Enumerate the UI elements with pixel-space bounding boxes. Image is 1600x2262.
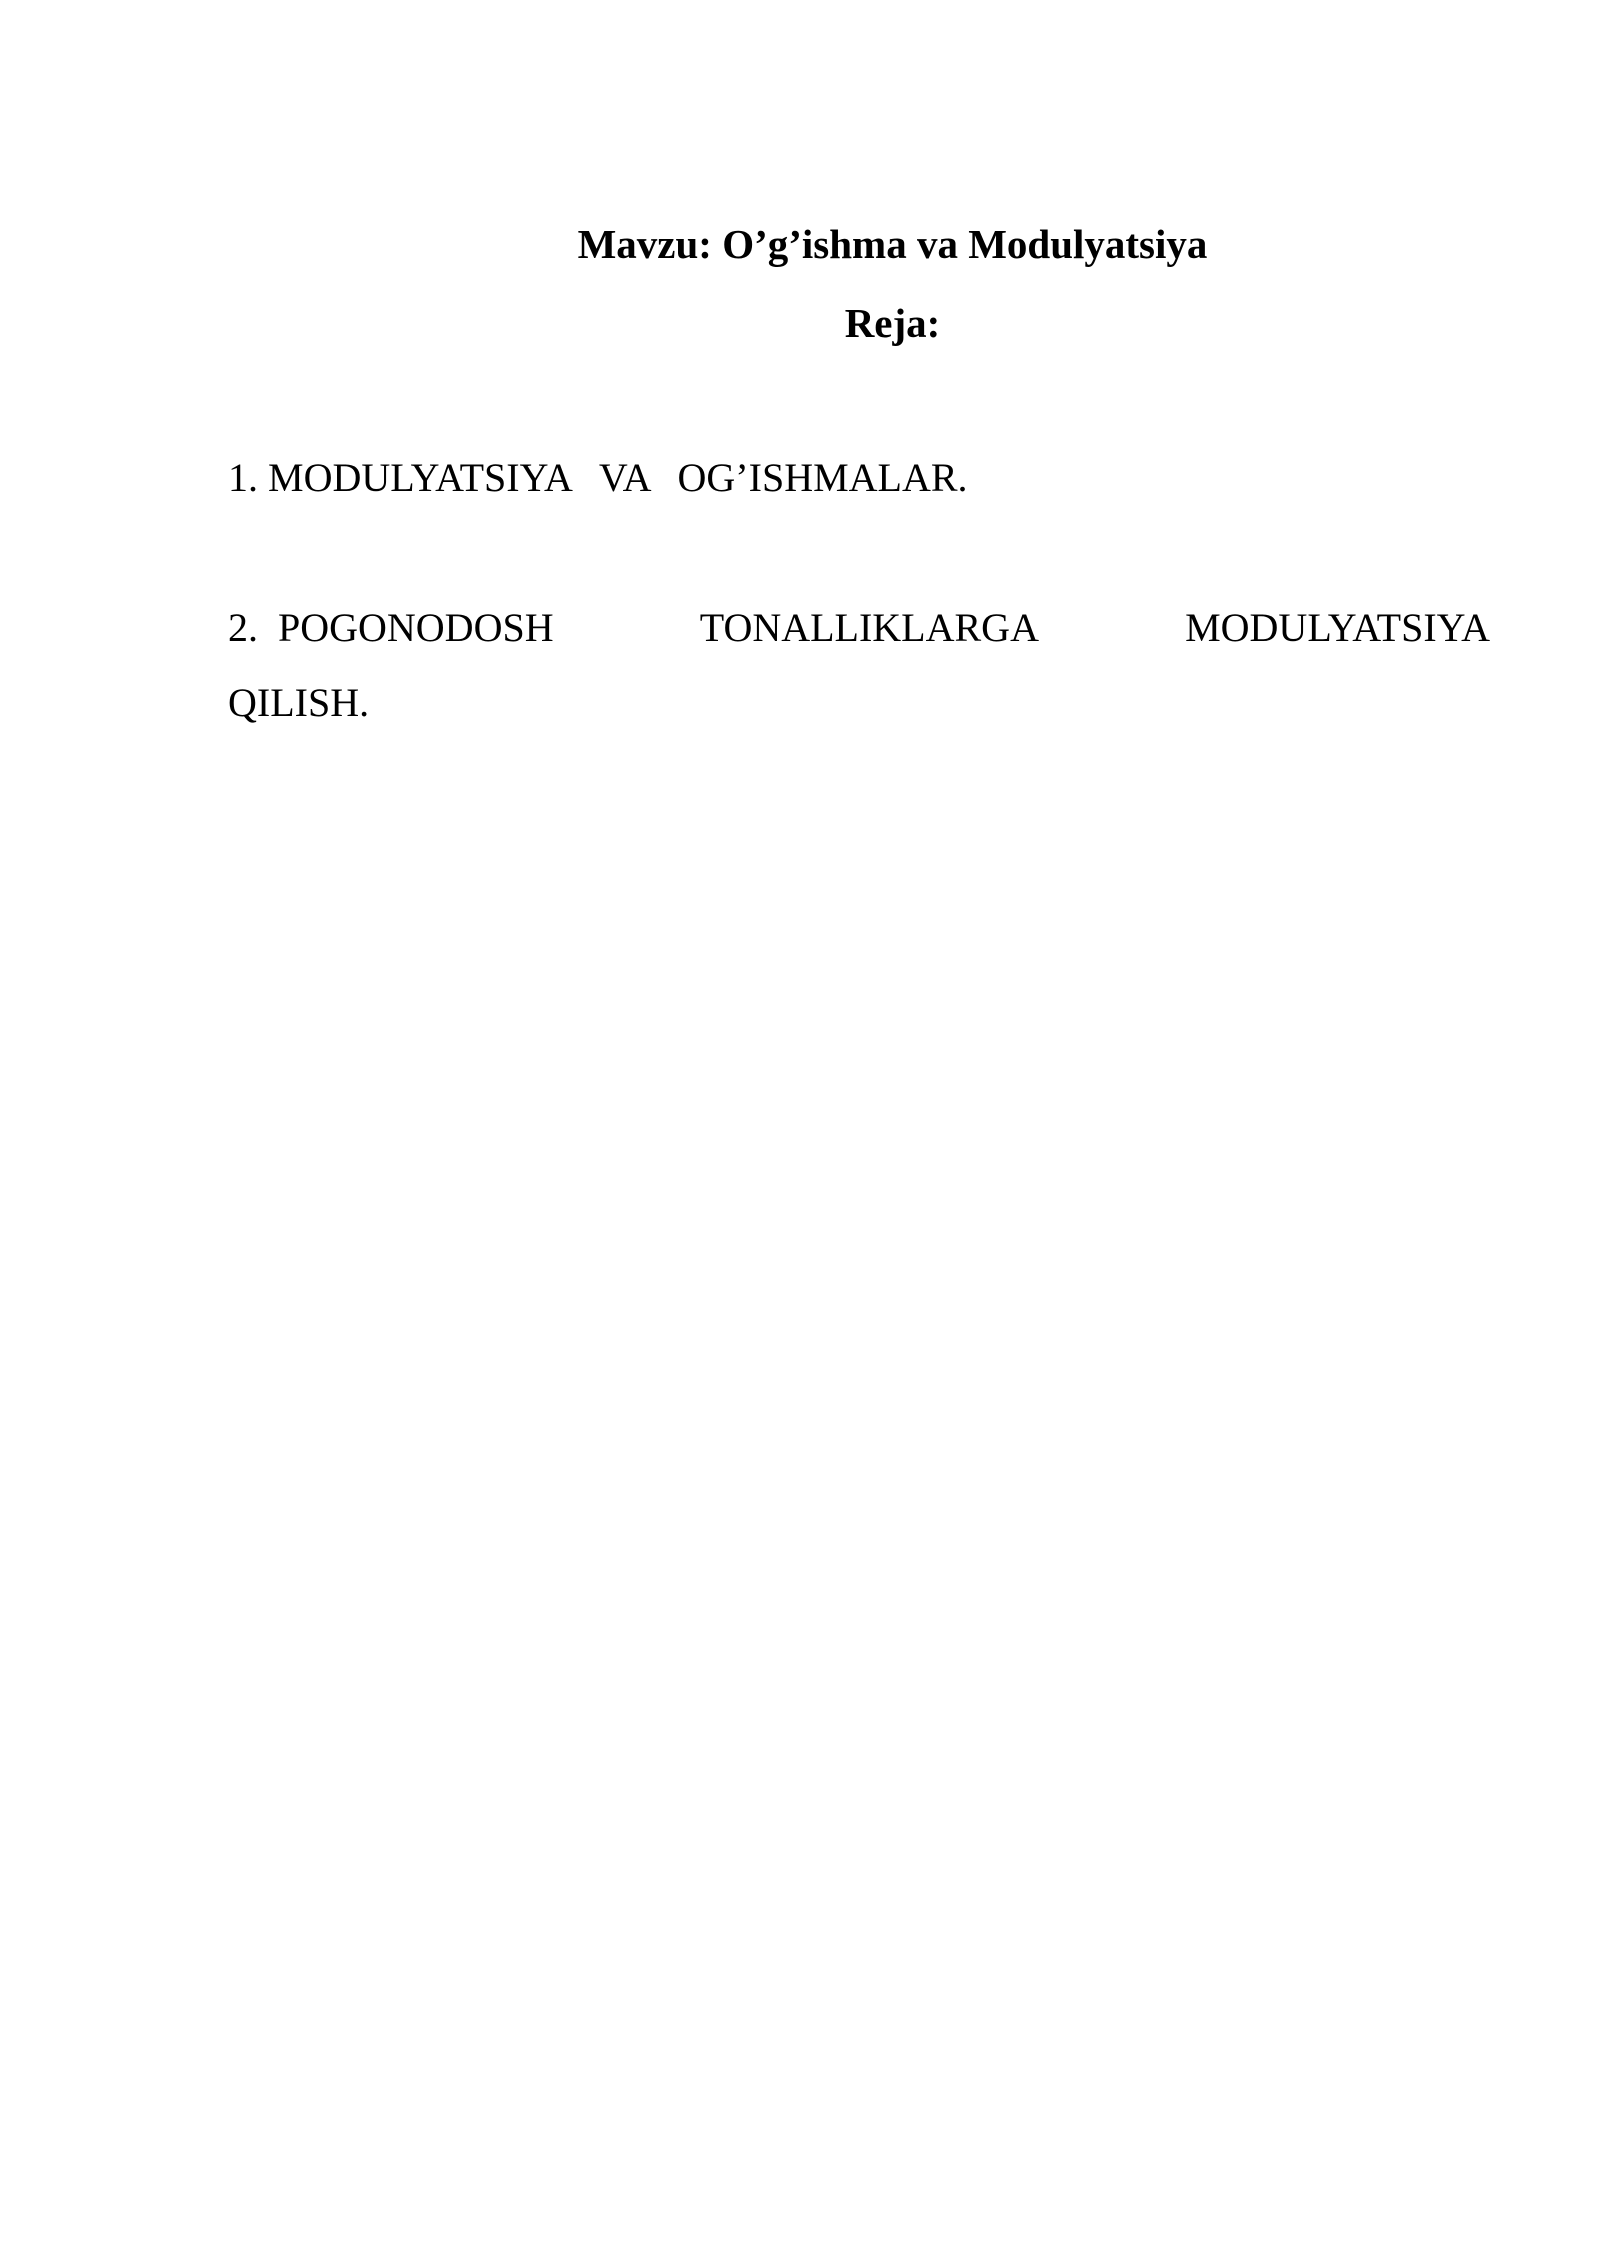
plan-item-1-word: OG’ISHMALAR. <box>677 455 968 500</box>
plan-item-1-word: 1. MODULYATSIYA <box>228 455 573 500</box>
plan-item-2-word: TONALLIKLARGA <box>699 605 1039 650</box>
plan-item-2-word: MODULYATSIYA <box>1185 605 1490 650</box>
plan-item-2-line-2: QILISH. <box>228 680 370 725</box>
plan-item-1-word: VA <box>598 455 652 500</box>
plan-heading: Reja: <box>844 300 941 346</box>
plan-item-2-word: 2. POGONODOSH <box>228 605 554 650</box>
plan-item-2-line-1 <box>228 590 1490 666</box>
plan-item-1 <box>228 440 1490 516</box>
document-title: Mavzu: O’g’ishma va Modulyatsiya <box>577 221 1208 267</box>
